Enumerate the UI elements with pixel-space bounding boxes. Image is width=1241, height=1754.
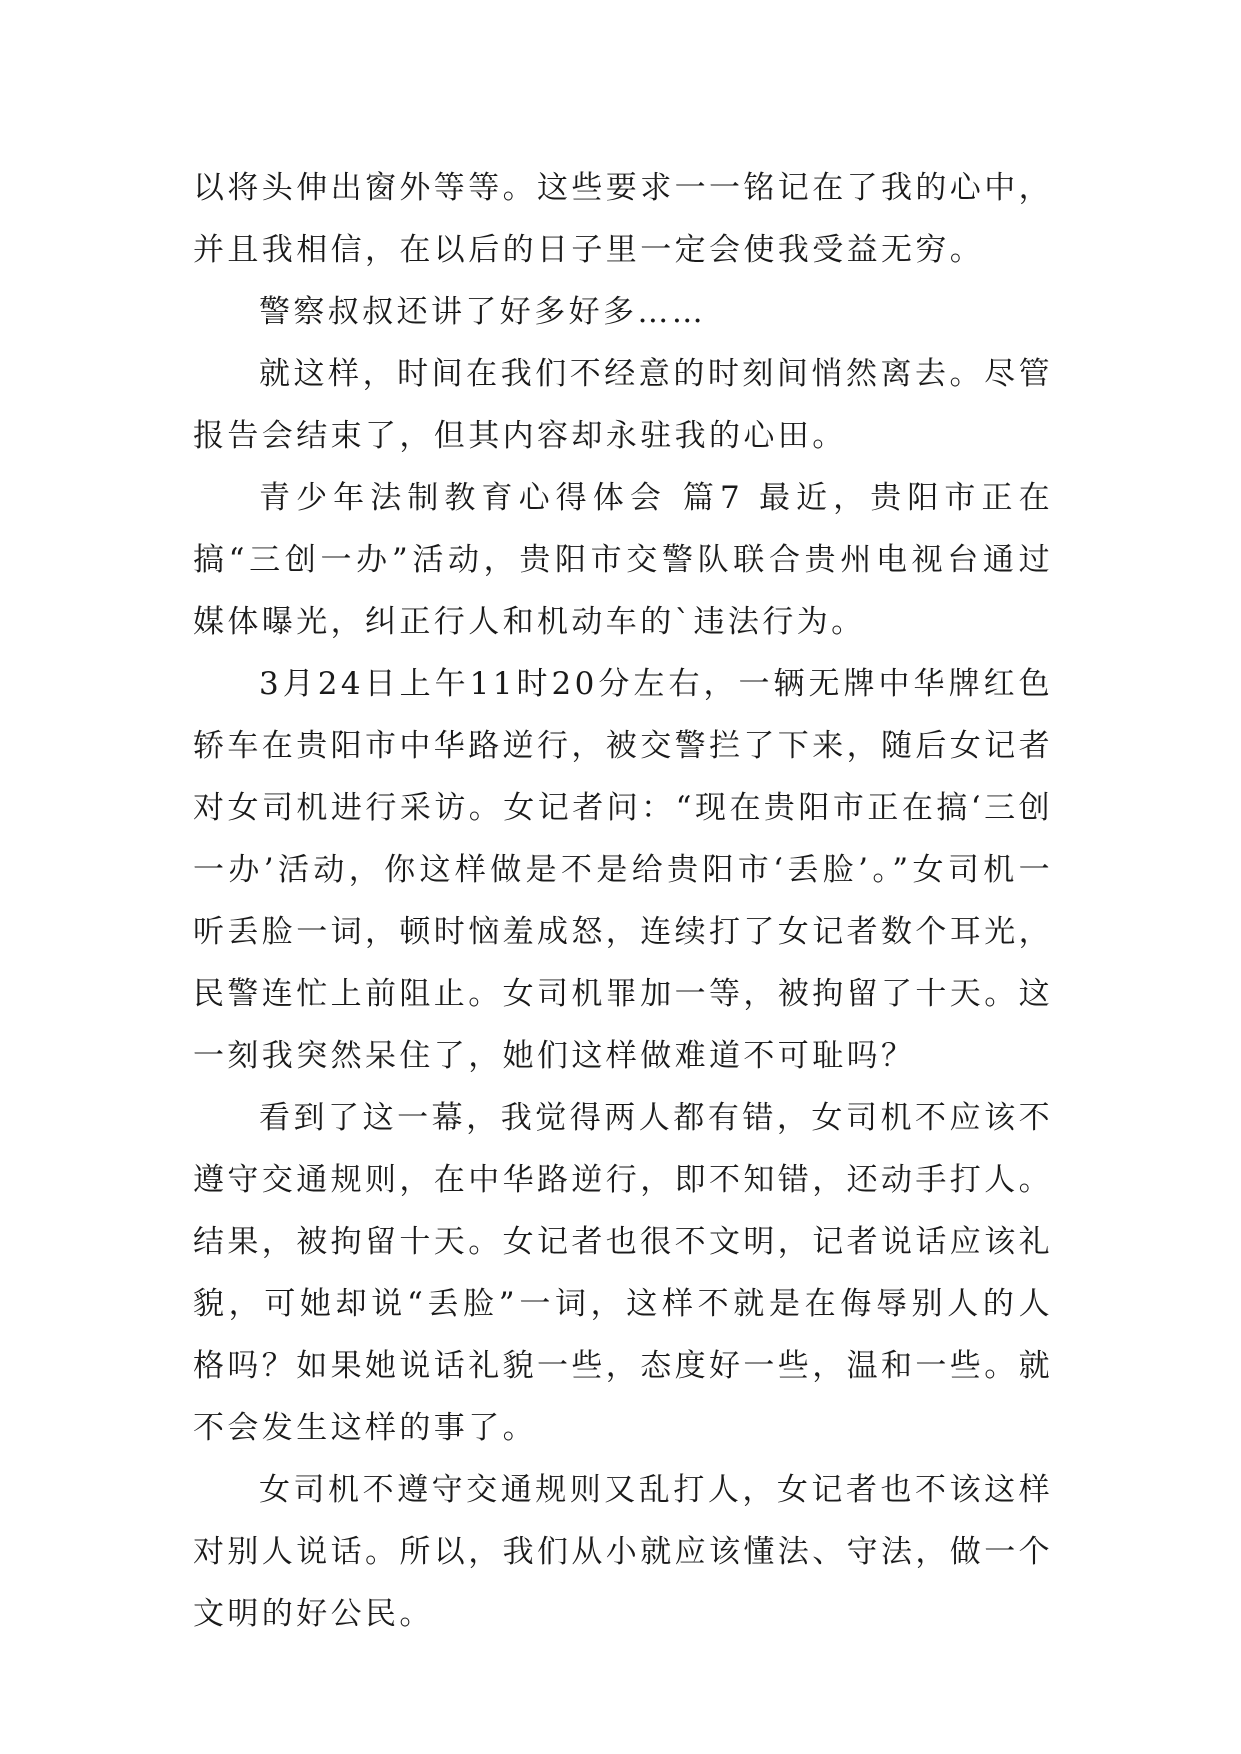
paragraph: 看到了这一幕，我觉得两人都有错，女司机不应该不遵守交通规则，在中华路逆行，即不知错，还动手打人。结果，被拘留十天。女记者也很不文明，记者说话应该礼貌，可她却说“丢脸”一词，这样不就是在侮辱别人的人格吗？如果她说话礼貌一些，态度好一些，温和一些。就不会发生这样的事了。: [193, 1100, 1053, 1446]
paragraph: 3月24日上午11时20分左右，一辆无牌中华牌红色轿车在贵阳市中华路逆行，被交警拦了下来，随后女记者对女司机进行采访。女记者问：“现在贵阳市正在搞‘三创一办’活动，你这样做是不是给贵阳市‘丢脸’。”女司机一听丢脸一词，顿时恼羞成怒，连续打了女记者数个耳光，民警连忙上前阻止。女司机罪加一等，被拘留了十天。这一刻我突然呆住了，她们这样做难道不可耻吗？: [193, 666, 1053, 1074]
paragraph: 青少年法制教育心得体会 篇7 最近，贵阳市正在搞“三创一办”活动，贵阳市交警队联合贵州电视台通过媒体曝光，纠正行人和机动车的`违法行为。: [193, 480, 1053, 640]
document-body: [193, 157, 1053, 1645]
paragraph: 女司机不遵守交通规则又乱打人，女记者也不该这样对别人说话。所以，我们从小就应该懂法、守法，做一个文明的好公民。: [193, 1472, 1053, 1632]
paragraph: 警察叔叔还讲了好多好多……: [259, 294, 707, 330]
paragraph: 就这样，时间在我们不经意的时刻间悄然离去。尽管报告会结束了，但其内容却永驻我的心田。: [193, 356, 1053, 454]
paragraph: 以将头伸出窗外等等。这些要求一一铭记在了我的心中，并且我相信，在以后的日子里一定会使我受益无穷。: [193, 170, 1053, 268]
